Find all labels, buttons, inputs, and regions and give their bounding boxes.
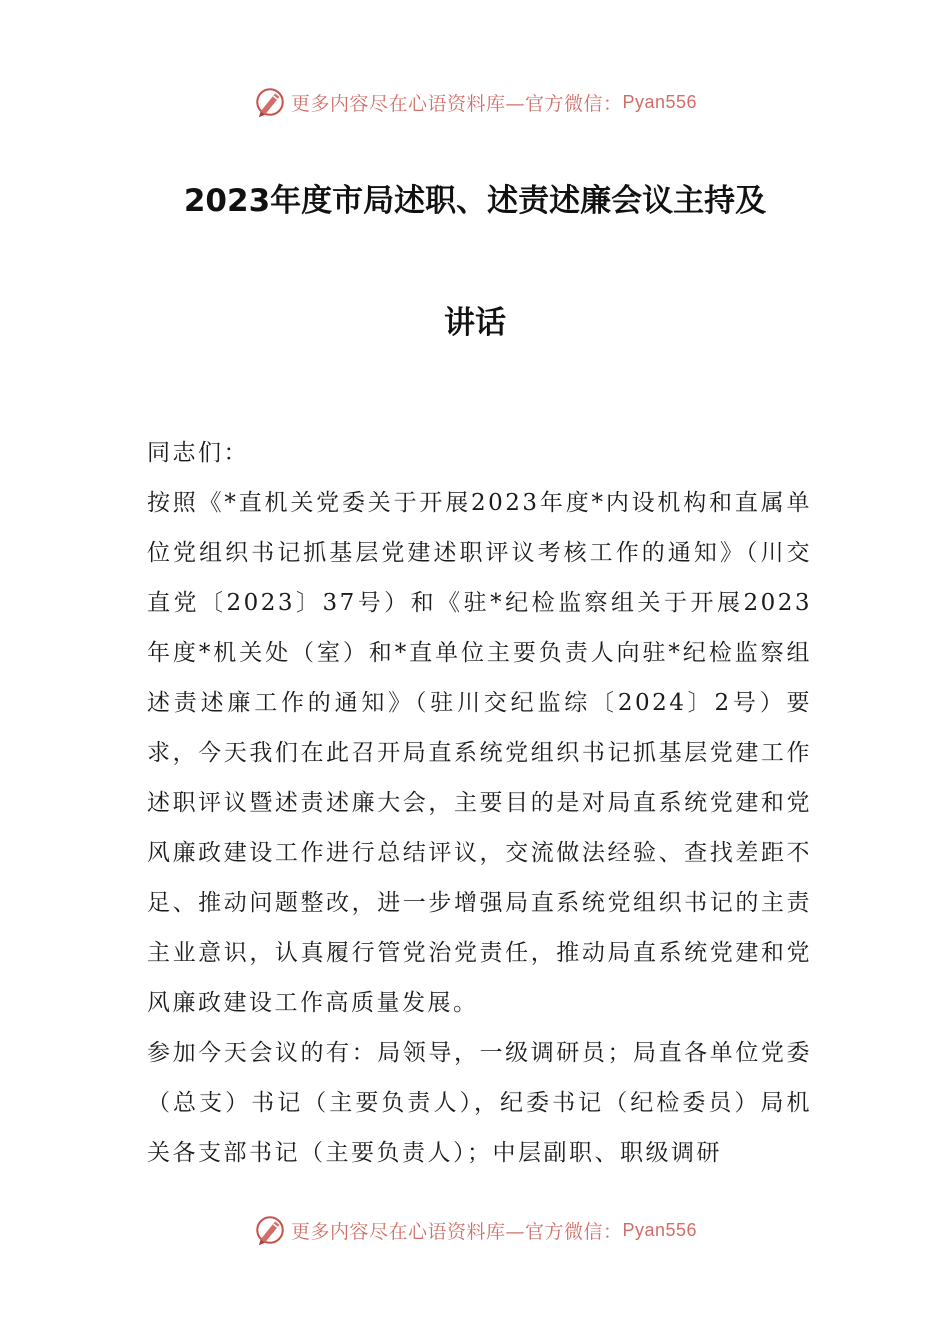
watermark-text: 更多内容尽在心语资料库—官方微信： xyxy=(290,1220,623,1243)
paragraph-1: 按照《*直机关党委关于开展2023年度*内设机构和直属单位党组织书记抓基层党建述职评议考核工作的通知》（川交直党〔2023〕37号）和《驻*纪检监察组关于开展2023年度*机关处（室）和*直单位主要负责人向驻*纪检监察组述责述廉工作的通知》（驻川交纪监综〔2024〕2号）要求，今天我们在此召开局直系统党组织书记抓基层党建工作述职评议暨述责述廉大会，主要目的是对局直系统党建和党风廉政建设工作进行总结评议，交流做法经验、查找差距不足、推动问题整改，进一步增强局直系统党组织书记的主责主业意识，认真履行管党治党责任，推动局直系统党建和党风廉政建设工作高质量发展。 xyxy=(147,490,812,1016)
document-body xyxy=(147,428,812,1178)
document-title-line-1: 2023年度市局述职、述责述廉会议主持及 xyxy=(183,183,767,219)
document-title-line-2: 讲话 xyxy=(444,305,506,341)
footer-watermark xyxy=(0,1210,950,1250)
header-watermark xyxy=(0,82,950,122)
watermark-text: 更多内容尽在心语资料库—官方微信： xyxy=(290,92,623,115)
watermark-contact: Pyan556 xyxy=(622,91,698,112)
paragraph-2: 参加今天会议的有：局领导，一级调研员；局直各单位党委（总支）书记（主要负责人），纪委书记（纪检委员）局机关各支部书记（主要负责人）；中层副职、职级调研 xyxy=(147,1040,812,1166)
pen-logo-icon xyxy=(253,1213,287,1247)
greeting: 同志们： xyxy=(147,440,249,466)
pen-logo-icon xyxy=(253,85,287,119)
watermark-contact: Pyan556 xyxy=(622,1219,698,1240)
